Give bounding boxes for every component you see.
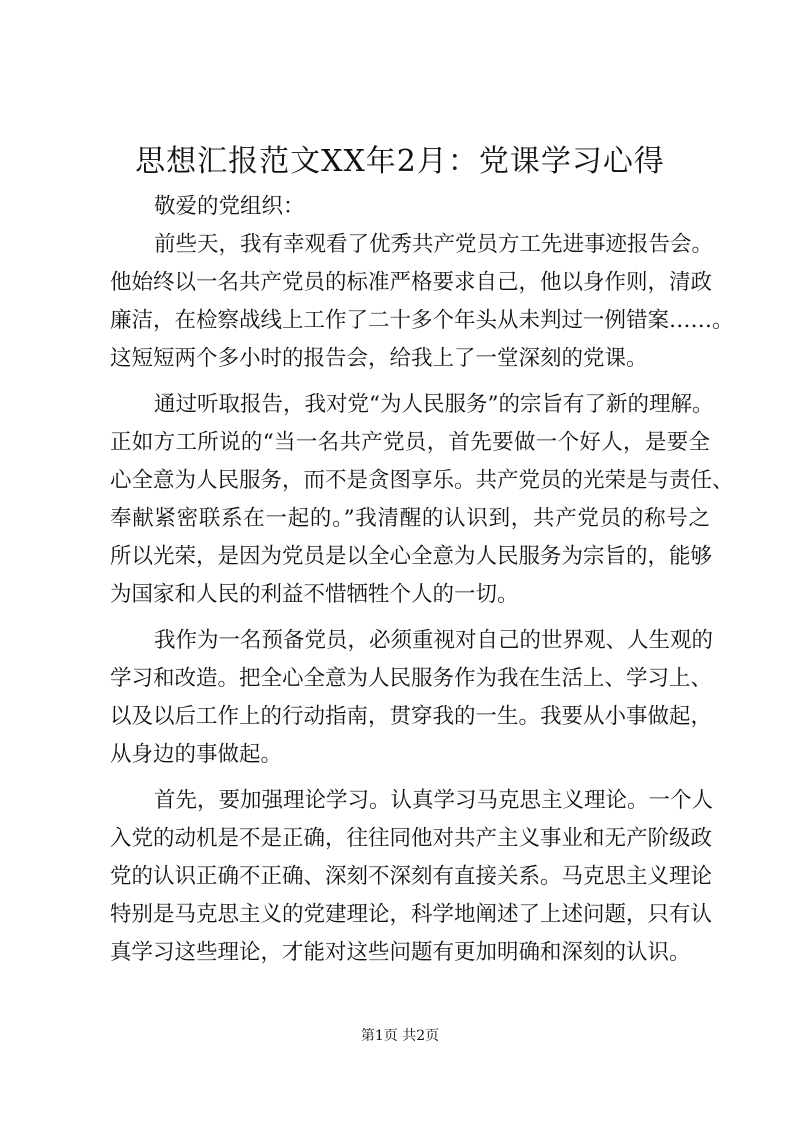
paragraph-gap — [110, 614, 710, 622]
document-body — [110, 188, 734, 972]
paragraph-line: 奉献紧密联系在一起的。”我清醒的认识到，共产党员的称号之 — [110, 506, 710, 531]
paragraph-1 — [110, 226, 734, 378]
page-number: 第1页 共2页 — [360, 1028, 440, 1044]
paragraph-line: 首先，要加强理论学习。认真学习马克思主义理论。一个人 — [154, 788, 714, 813]
paragraph-4 — [110, 782, 714, 972]
paragraph-line: 入党的动机是不是正确，往往同他对共产主义事业和无产阶级政 — [110, 826, 713, 851]
paragraph-line: 学习和改造。把全心全意为人民服务作为我在生活上、学习上、 — [110, 666, 713, 691]
paragraph-line: 所以光荣，是因为党员是以全心全意为人民服务为宗旨的，能够 — [110, 544, 713, 569]
paragraph-line: 廉洁，在检察战线上工作了二十多个年头从未判过一例错案……。 — [110, 308, 734, 333]
paragraph-line: 心全意为人民服务，而不是贪图享乐。共产党员的光荣是与责任、 — [110, 468, 734, 493]
paragraph-line: 党的认识正确不正确、深刻不深刻有直接关系。马克思主义理论 — [110, 864, 713, 889]
paragraph-line: 这短短两个多小时的报告会，给我上了一堂深刻的党课。 — [110, 346, 648, 371]
paragraph-gap — [110, 774, 710, 782]
paragraph-line: 从身边的事做起。 — [110, 742, 283, 767]
paragraph-2 — [110, 386, 734, 614]
paragraph-line: 真学习这些理论，才能对这些问题有更加明确和深刻的认识。 — [110, 940, 691, 965]
paragraph-line: 以及以后工作上的行动指南，贯穿我的一生。我要从小事做起， — [110, 704, 713, 729]
paragraph-line: 为国家和人民的利益不惜牺牲个人的一切。 — [110, 582, 519, 607]
paragraph-line: 特别是马克思主义的党建理论，科学地阐述了上述问题，只有认 — [110, 902, 713, 927]
paragraph-line: 我作为一名预备党员，必须重视对自己的世界观、人生观的 — [154, 628, 714, 653]
paragraph-line: 他始终以一名共产党员的标准严格要求自己，他以身作则，清政 — [110, 270, 713, 295]
paragraph-gap — [110, 378, 710, 386]
document-title: 思想汇报范文XX年2月：党课学习心得 — [135, 144, 665, 179]
paragraph-line: 前些天，我有幸观看了优秀共产党员方工先进事迹报告会。 — [154, 232, 714, 257]
paragraph-line: 正如方工所说的“当一名共产党员，首先要做一个好人，是要全 — [110, 430, 710, 455]
salutation: 敬爱的党组织： — [154, 194, 305, 219]
paragraph-3 — [110, 622, 714, 774]
paragraph-line: 通过听取报告，我对党“为人民服务”的宗旨有了新的理解。 — [154, 392, 714, 417]
